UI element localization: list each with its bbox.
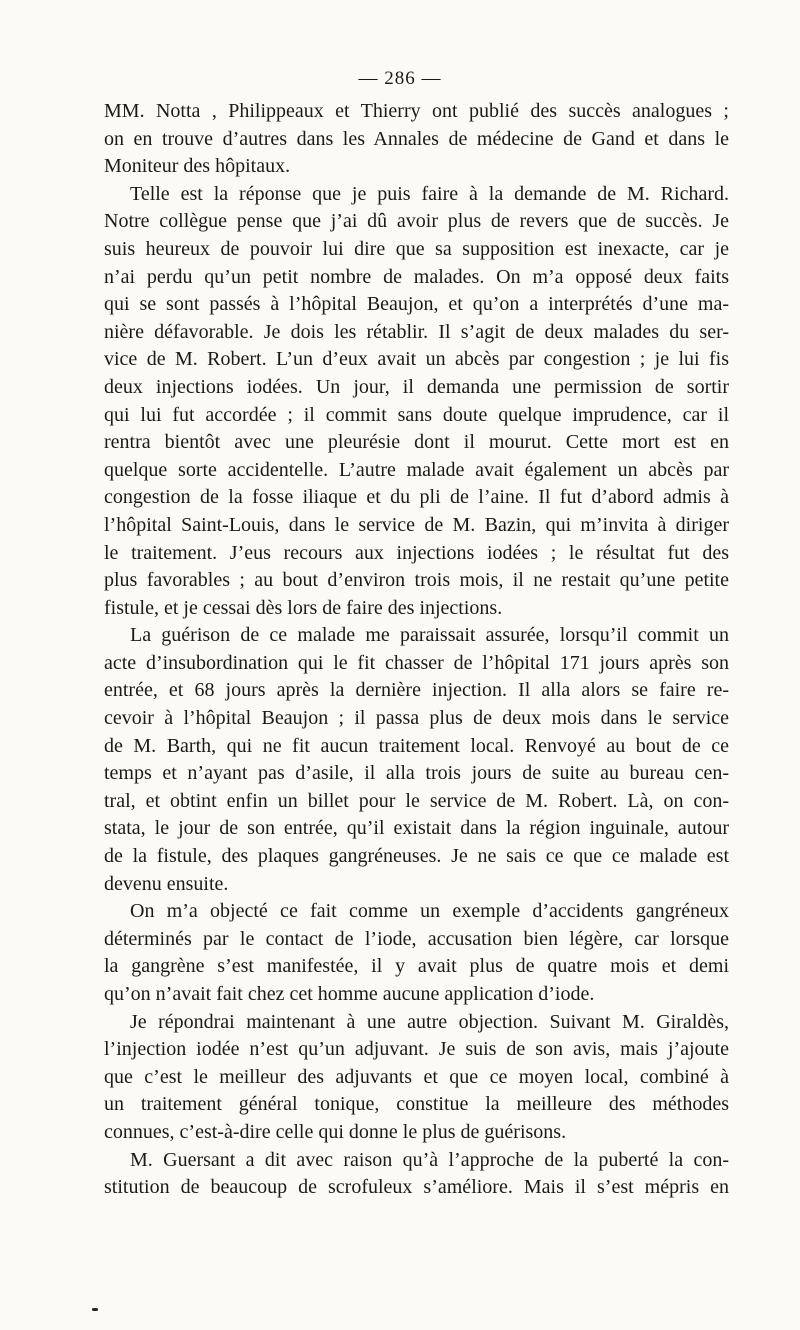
text-line: MM. Notta , Philippeaux et Thierry ont publié des succès analogues ; bbox=[104, 100, 729, 122]
text-line: devenu ensuite. bbox=[104, 872, 229, 895]
body-text bbox=[104, 98, 729, 1202]
text-line: déterminés par le contact de l’iode, accusation bien légère, car lorsque bbox=[104, 927, 729, 950]
text-line: congestion de la fosse iliaque et du pli de l’aine. Il fut d’abord admis à bbox=[104, 486, 729, 509]
text-line: M. Guersant a dit avec raison qu’à l’approche de la puberté la con- bbox=[130, 1148, 729, 1171]
text-line: suis heureux de pouvoir lui dire que sa supposition est inexacte, car je bbox=[104, 237, 729, 260]
text-line: On m’a objecté ce fait comme un exemple d’accidents gangréneux bbox=[130, 900, 729, 923]
text-line: quelque sorte accidentelle. L’autre malade avait également un abcès par bbox=[104, 458, 729, 481]
text-line: Je répondrai maintenant à une autre objection. Suivant M. Giraldès, bbox=[130, 1010, 729, 1033]
text-line: nière défavorable. Je dois les rétablir. Il s’agit de deux malades du ser- bbox=[104, 320, 729, 343]
text-line: tral, et obtint enfin un billet pour le service de M. Robert. Là, on con- bbox=[104, 789, 729, 812]
text-line: stata, le jour de son entrée, qu’il existait dans la région inguinale, autour bbox=[104, 817, 729, 840]
text-line: le traitement. J’eus recours aux injections iodées ; le résultat fut des bbox=[104, 541, 729, 564]
text-line: l’hôpital Saint-Louis, dans le service de M. Bazin, qui m’invita à diriger bbox=[104, 513, 729, 536]
text-line: Telle est la réponse que je puis faire à la demande de M. Richard. bbox=[130, 182, 729, 205]
text-line: deux injections iodées. Un jour, il demanda une permission de sortir bbox=[104, 375, 729, 398]
text-line: la gangrène s’est manifestée, il y avait plus de quatre mois et demi bbox=[104, 955, 729, 978]
text-line: qui se sont passés à l’hôpital Beaujon, et qu’on a interprétés d’une ma- bbox=[104, 293, 729, 316]
text-line: La guérison de ce malade me paraissait assurée, lorsqu’il commit un bbox=[130, 624, 729, 647]
text-line: rentra bientôt avec une pleurésie dont il mourut. Cette mort est en bbox=[104, 431, 729, 454]
text-line: de la fistule, des plaques gangréneuses. Je ne sais ce que ce malade est bbox=[104, 845, 729, 868]
text-line: temps et n’ayant pas d’asile, il alla trois jours de suite au bureau cen- bbox=[104, 762, 729, 785]
text-line: stitution de beaucoup de scrofuleux s’améliore. Mais il s’est mépris en bbox=[104, 1176, 729, 1199]
text-line: n’ai perdu qu’un petit nombre de malades. On m’a opposé deux faits bbox=[104, 265, 729, 288]
text-line: acte d’insubordination qui le fit chasser de l’hôpital 171 jours après son bbox=[104, 651, 729, 674]
page-number: — 286 — bbox=[358, 68, 442, 89]
text-line: cevoir à l’hôpital Beaujon ; il passa plus de deux mois dans le service bbox=[104, 707, 729, 730]
text-line: entrée, et 68 jours après la dernière injection. Il alla alors se faire re- bbox=[104, 679, 729, 702]
text-line: connues, c’est-à-dire celle qui donne le plus de guérisons. bbox=[104, 1120, 567, 1143]
text-line: Notre collègue pense que j’ai dû avoir plus de revers que de succès. Je bbox=[104, 210, 729, 233]
ink-speck bbox=[92, 1308, 98, 1311]
text-line: vice de M. Robert. L’un d’eux avait un abcès par congestion ; je lui fis bbox=[104, 348, 729, 371]
text-line: un traitement général tonique, constitue la meilleure des méthodes bbox=[104, 1093, 729, 1116]
text-line: on en trouve d’autres dans les Annales de médecine de Gand et dans le bbox=[104, 127, 729, 150]
text-line: l’injection iodée n’est qu’un adjuvant. Je suis de son avis, mais j’ajoute bbox=[104, 1038, 729, 1061]
text-line: de M. Barth, qui ne fit aucun traitement local. Renvoyé au bout de ce bbox=[104, 734, 729, 757]
text-line: Moniteur des hôpitaux. bbox=[104, 155, 291, 178]
text-line: que c’est le meilleur des adjuvants et que ce moyen local, combiné à bbox=[104, 1065, 729, 1088]
text-line: fistule, et je cessai dès lors de faire des injections. bbox=[104, 596, 503, 619]
text-line: qui lui fut accordée ; il commit sans doute quelque imprudence, car il bbox=[104, 403, 729, 426]
text-line: plus favorables ; au bout d’environ trois mois, il ne restait qu’une petite bbox=[104, 569, 729, 592]
text-line: qu’on n’avait fait chez cet homme aucune application d’iode. bbox=[104, 983, 595, 1005]
